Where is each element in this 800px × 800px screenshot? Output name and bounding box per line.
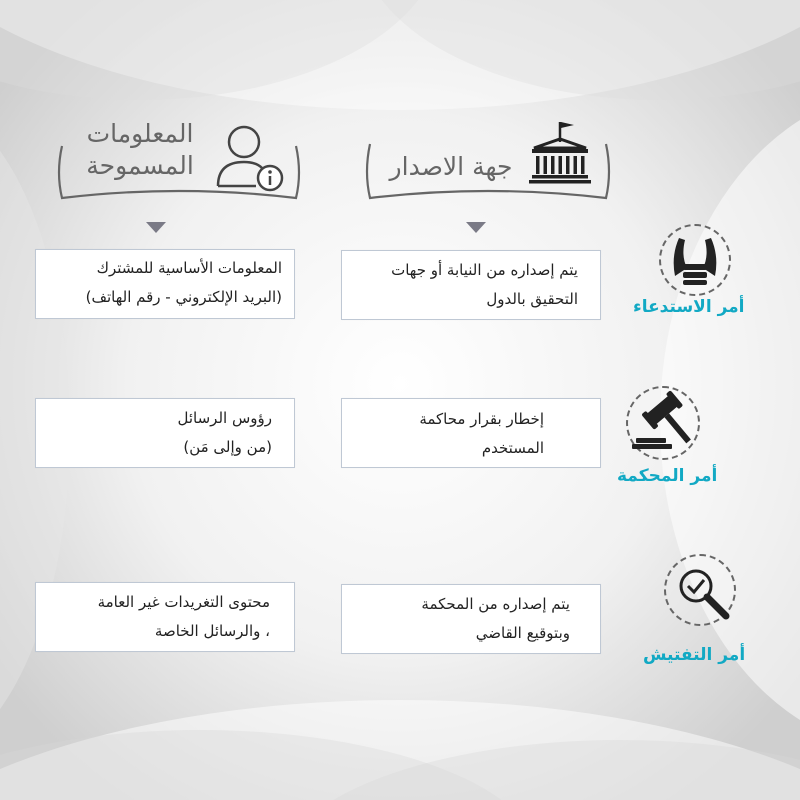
allowed-text-line: محتوى التغريدات غير العامة bbox=[97, 593, 270, 611]
allowed-box-search-warrant bbox=[35, 582, 295, 652]
subpoena-icon-circle bbox=[659, 224, 731, 296]
issuer-box-subpoena bbox=[341, 250, 601, 320]
allowed-text-line: المعلومات الأساسية للمشترك bbox=[96, 259, 282, 277]
issuer-text-line: وبتوقيع القاضي bbox=[475, 624, 570, 642]
allowed-text-line: (البريد الإلكتروني - رقم الهاتف) bbox=[85, 288, 282, 306]
allowed-box-court-order bbox=[35, 398, 295, 468]
allowed-text-line: (من وإلى مَن) bbox=[183, 438, 272, 456]
search-warrant-icon-circle bbox=[664, 554, 736, 626]
order-label-court-order: أمر المحكمة bbox=[617, 466, 718, 486]
issuer-text-line: إخطار بقرار محاكمة bbox=[419, 410, 544, 428]
issuer-text-line: يتم إصداره من المحكمة bbox=[421, 595, 570, 613]
court-order-icon-circle bbox=[626, 386, 700, 460]
allowed-text-line: ، والرسائل الخاصة bbox=[154, 622, 270, 640]
magnifier-check-icon bbox=[666, 556, 746, 636]
issuer-header-label: جهة الاصدار bbox=[389, 152, 513, 181]
user-info-icon bbox=[212, 120, 288, 194]
issuer-text-line: المستخدم bbox=[481, 439, 544, 457]
allowed-info-header-line: المعلومات bbox=[86, 119, 194, 148]
issuer-box-court-order bbox=[341, 398, 601, 468]
issuer-box-search-warrant bbox=[341, 584, 601, 654]
allowed-info-arrow-down bbox=[146, 222, 166, 233]
handcuffs-icon bbox=[661, 226, 729, 294]
order-label-subpoena: أمر الاستدعاء bbox=[633, 297, 745, 317]
gavel-icon bbox=[628, 388, 698, 458]
allowed-info-header-line: المسموحة bbox=[86, 151, 194, 180]
issuer-text-line: التحقيق بالدول bbox=[486, 290, 578, 308]
issuer-arrow-down bbox=[466, 222, 486, 233]
order-label-search-warrant: أمر التفتيش bbox=[643, 645, 746, 665]
allowed-text-line: رؤوس الرسائل bbox=[177, 409, 272, 427]
allowed-info-header-label bbox=[70, 118, 210, 182]
government-building-icon bbox=[526, 118, 594, 186]
issuer-text-line: يتم إصداره من النيابة أو جهات bbox=[391, 261, 578, 279]
allowed-box-subpoena bbox=[35, 249, 295, 319]
